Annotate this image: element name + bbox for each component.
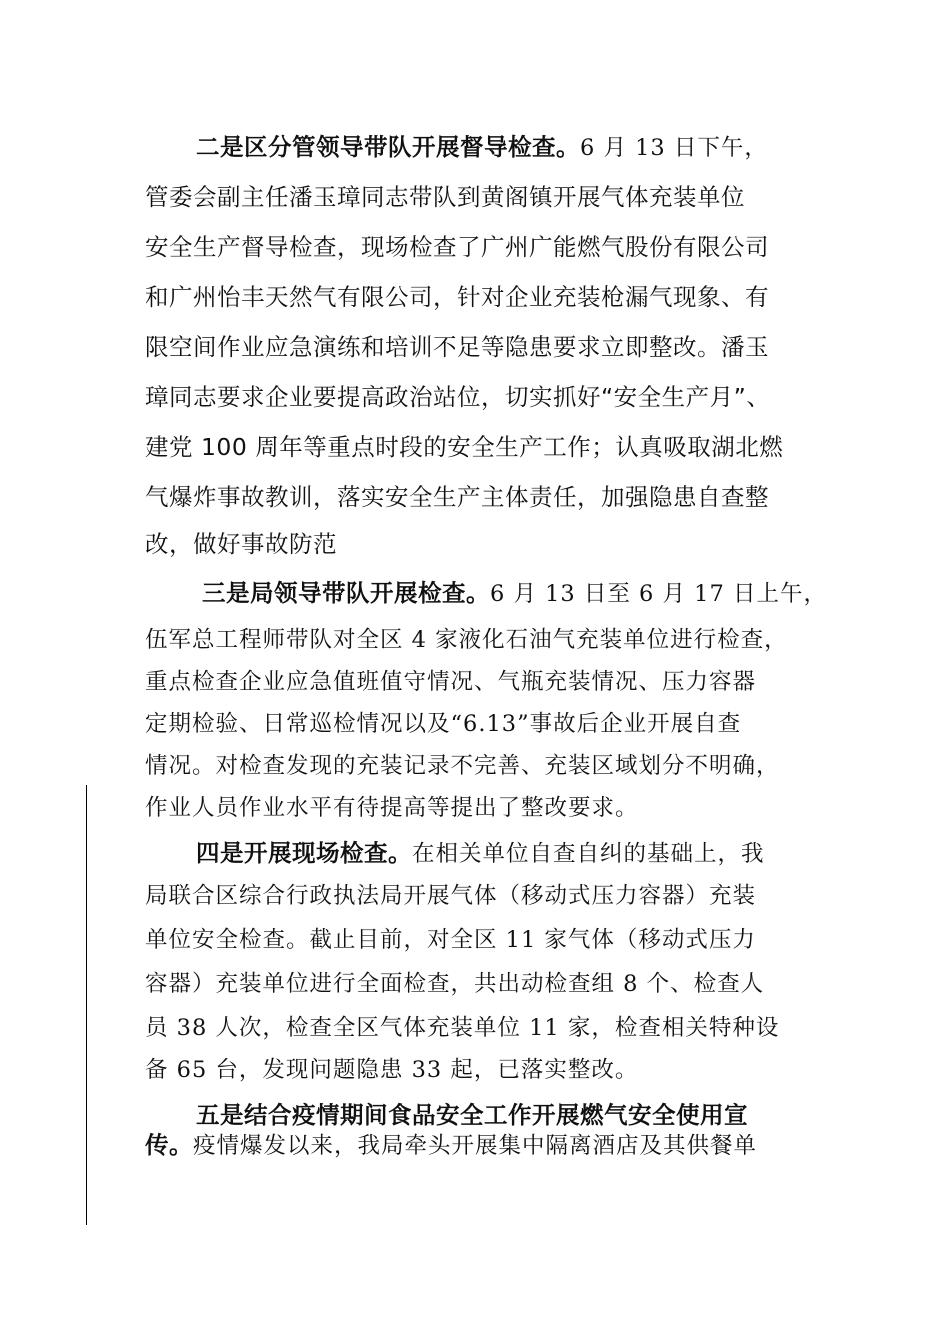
paragraph-text: 疫情爆发以来，我局牵头开展集中隔离酒店及其供餐单 [193, 1133, 758, 1159]
paragraph-line: 备 65 台，发现问题隐患 33 起，已落实整改。 [145, 1057, 639, 1083]
paragraph-line: 和广州怡丰天然气有限公司，针对企业充装枪漏气现象、有 [145, 283, 769, 311]
paragraph-line: 局联合区综合行政执法局开展气体（移动式压力容器）充装 [145, 883, 757, 909]
paragraph-line [196, 128, 768, 162]
paragraph-line: 璋同志要求企业要提高政治站位，切实抓好“安全生产月”、 [145, 383, 771, 411]
paragraph-line: 情况。对检查发现的充装记录不完善、充装区域划分不明确， [145, 753, 780, 779]
paragraph-line: 改，做好事故防范 [145, 530, 337, 558]
paragraph-line: 限空间作业应急演练和培训不足等隐患要求立即整改。潘玉 [145, 333, 769, 361]
paragraph-text: 6 月 13 日至 6 月 17 日上午， [490, 581, 827, 607]
paragraph-line: 管委会副主任潘玉璋同志带队到黄阁镇开展气体充装单位 [145, 183, 745, 211]
paragraph-line: 员 38 人次，检查全区气体充装单位 11 家，检查相关特种设 [145, 1015, 780, 1041]
paragraph-line: 重点检查企业应急值班值守情况、气瓶充装情况、压力容器 [145, 669, 757, 695]
paragraph-line: 建党 100 周年等重点时段的安全生产工作；认真吸取湖北燃 [145, 433, 784, 461]
paragraph-line: 定期检验、日常巡检情况以及“6.13”事故后企业开展自查 [145, 711, 742, 737]
paragraph-line: 气爆炸事故教训，落实安全生产主体责任，加强隐患自查整 [145, 483, 769, 511]
paragraph-line [196, 834, 765, 868]
paragraph-text: 6 月 13 日下午， [580, 135, 768, 161]
paragraph-line [145, 1126, 757, 1160]
paragraph-line: 容器）充装单位进行全面检查，共出动检查组 8 个、检查人 [145, 971, 765, 997]
paragraph-line: 伍军总工程师带队对全区 4 家液化石油气充装单位进行检查， [145, 627, 788, 653]
margin-rule [86, 785, 87, 1225]
paragraph-line [202, 574, 827, 608]
paragraph-line: 作业人员作业水平有待提高等提出了整改要求。 [145, 795, 639, 821]
paragraph-heading: 三是局领导带队开展检查。 [202, 579, 490, 607]
paragraph-heading: 二是区分管领导带队开展督导检查。 [196, 133, 580, 161]
paragraph-heading-continued: 传。 [145, 1131, 193, 1159]
paragraph-heading: 五是结合疫情期间食品安全工作开展燃气安全使用宣 [196, 1101, 748, 1129]
paragraph-text: 在相关单位自查自纠的基础上，我 [412, 841, 765, 867]
paragraph-line: 单位安全检查。截止目前，对全区 11 家气体（移动式压力 [145, 927, 756, 953]
paragraph-line: 安全生产督导检查，现场检查了广州广能燃气股份有限公司 [145, 233, 769, 261]
paragraph-heading: 四是开展现场检查。 [196, 839, 412, 867]
